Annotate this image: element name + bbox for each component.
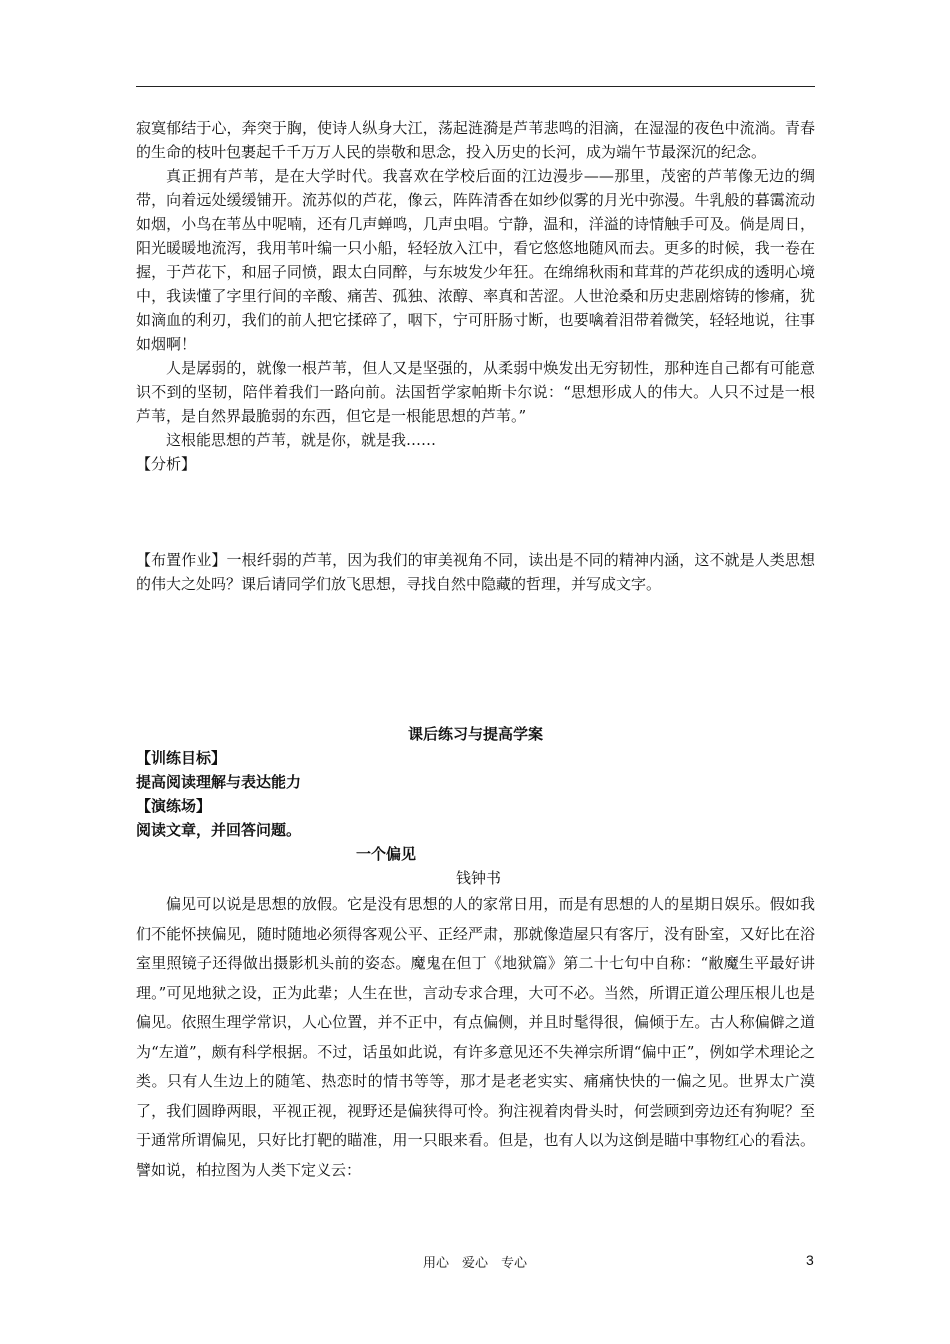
footer-motto: 用心 爱心 专心 <box>422 1256 527 1271</box>
exercise-section <box>136 722 815 1185</box>
practice-heading: 【演练场】 <box>136 797 212 815</box>
paragraph-3: 人是孱弱的，就像一根芦苇，但人又是坚强的，从柔弱中焕发出无穷韧性，那种连自己都有可能意识不到的坚韧，陪伴着我们一路向前。法国哲学家帕斯卡尔说：“思想形成人的伟大。人只不过是一根芦苇，是自然界最脆弱的东西，但它是一根能思想的芦苇。” <box>136 359 815 425</box>
instruction: 阅读文章，并回答问题。 <box>136 821 302 839</box>
training-goal: 提高阅读理解与表达能力 <box>136 773 302 791</box>
essay-paragraph: 偏见可以说是思想的放假。它是没有思想的人的家常日用，而是有思想的人的星期日娱乐。假如我们不能怀挟偏见，随时随地必须得客观公平、正经严肃，那就像造屋只有客厅，没有卧室，又好比在浴室里照镜子还得做出摄影机头前的姿态。魔鬼在但丁《地狱篇》第二十七句中自称：“敝魔生平最好讲理。”可见地狱之设，正为此辈；人生在世，言动专求合理，大可不必。当然，所谓正道公理压根儿也是偏见。依照生理学常识，人心位置，并不正中，有点偏侧，并且时髦得很，偏倾于左。古人称偏僻之道为“左道”，颇有科学根据。不过，话虽如此说，有许多意见还不失禅宗所谓“偏中正”，例如学术理论之类。只有人生边上的随笔、热恋时的情书等等，那才是老老实实、痛痛快快的一偏之见。世界太广漠了，我们圆睁两眼，平视正视，视野还是偏狭得可怜。狗注视着肉骨头时，何尝顾到旁边还有狗呢？至于通常所谓偏见，只好比打靶的瞄准，用一只眼来看。但是，也有人以为这倒是瞄中事物红心的看法。譬如说，柏拉图为人类下定义云： <box>136 895 815 1179</box>
analysis-heading: 【分析】 <box>136 455 197 473</box>
homework-block <box>136 548 815 596</box>
essay-title: 一个偏见 <box>356 845 417 863</box>
paragraph-2: 真正拥有芦苇，是在大学时代。我喜欢在学校后面的江边漫步——那里，茂密的芦苇像无边的绸带，向着远处缓缓铺开。流苏似的芦花，像云，阵阵清香在如纱似雾的月光中弥漫。牛乳般的暮霭流动如烟，小鸟在苇丛中呢喃，还有几声蝉鸣，几声虫唱。宁静，温和，洋溢的诗情触手可及。倘是周日，阳光暖暖地流泻，我用苇叶编一只小船，轻轻放入江中，看它悠悠地随风而去。更多的时候，我一卷在握，于芦花下，和屈子同愤，跟太白同醉，与东坡发少年狂。在绵绵秋雨和茸茸的芦花织成的透明心境中，我读懂了字里行间的辛酸、痛苦、孤独、浓醇、率真和苦涩。人世沧桑和历史悲剧熔铸的惨痛，犹如滴血的利刃，我们的前人把它揉碎了，咽下，宁可肝肠寸断，也要噙着泪带着微笑，轻轻地说，往事如烟啊！ <box>136 167 815 353</box>
homework-paragraph: 【布置作业】一根纤弱的芦苇，因为我们的审美视角不同，读出是不同的精神内涵，这不就是人类思想的伟大之处吗？课后请同学们放飞思想，寻找自然中隐藏的哲理，并写成文字。 <box>136 551 815 593</box>
page-number: 3 <box>806 1252 814 1268</box>
header-rule <box>136 86 815 87</box>
paragraph-1: 寂寞郁结于心，奔突于胸，使诗人纵身大江，荡起涟漪是芦苇悲鸣的泪滴，在湿湿的夜色中流淌。青春的生命的枝叶包裹起千千万万人民的崇敬和思念，投入历史的长河，成为端午节最深沉的纪念。 <box>136 119 815 161</box>
section-title: 课后练习与提高学案 <box>407 725 543 743</box>
passage-continued <box>136 116 815 476</box>
paragraph-4: 这根能思想的芦苇，就是你，就是我…… <box>166 431 437 449</box>
training-goal-heading: 【训练目标】 <box>136 749 227 767</box>
essay-author: 钱钟书 <box>456 869 502 887</box>
